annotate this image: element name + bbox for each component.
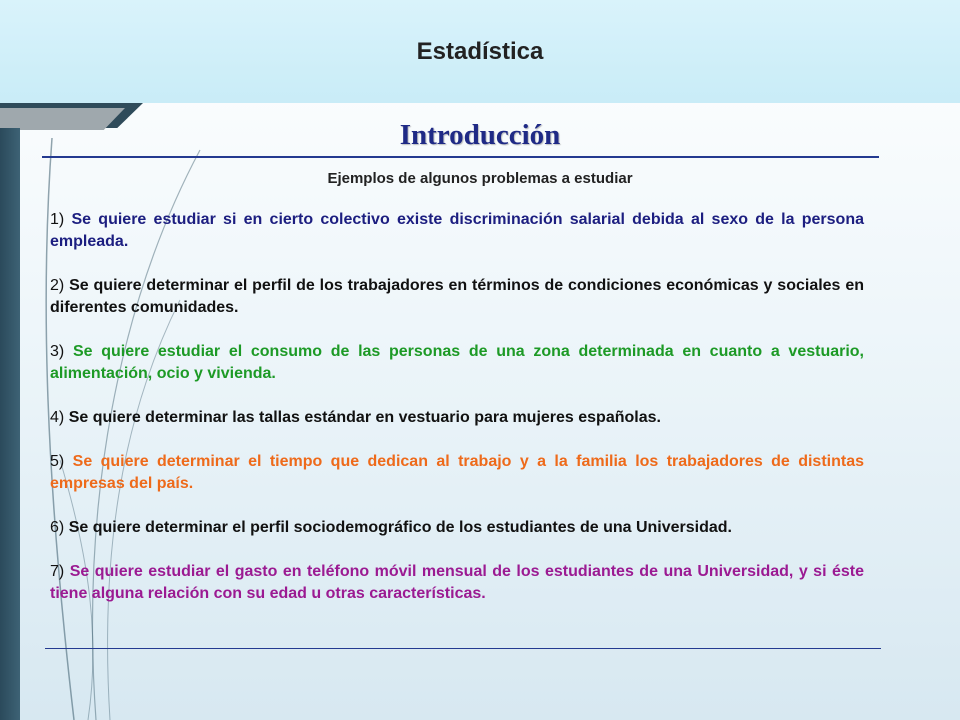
title-underline — [42, 156, 879, 158]
example-item-4: 4) Se quiere determinar las tallas estándar en vestuario para mujeres españolas. — [50, 409, 661, 426]
slide-subtitle: Ejemplos de algunos problemas a estudiar — [327, 170, 633, 187]
slide-header — [0, 0, 960, 103]
example-item-2: 2) Se quiere determinar el perfil de los trabajadores en términos de condiciones económicas y sociales en diferentes comunidades. — [50, 277, 864, 316]
example-item-5: 5) Se quiere determinar el tiempo que dedican al trabajo y a la familia los trabajadores de distintas empresas del país. — [50, 453, 865, 492]
bottom-rule — [45, 648, 881, 649]
left-decorative-bar — [0, 128, 20, 720]
example-item-7: 7) Se quiere estudiar el gasto en teléfono móvil mensual de los estudiantes de una Universidad, y si éste tiene alguna relación con su edad u otras características. — [50, 563, 865, 602]
examples-list — [50, 209, 864, 627]
example-item-3: 3) Se quiere estudiar el consumo de las personas de una zona determinada en cuanto a vestuario, alimentación, ocio y vivienda. — [50, 343, 865, 382]
slide-title: Introducción — [399, 119, 561, 151]
example-item-6: 6) Se quiere determinar el perfil sociodemográfico de los estudiantes de una Universidad. — [50, 519, 732, 536]
example-item-1: 1) Se quiere estudiar si en cierto colectivo existe discriminación salarial debida al sexo de la persona empleada. — [50, 211, 864, 250]
header-title: Estadística — [416, 38, 544, 65]
